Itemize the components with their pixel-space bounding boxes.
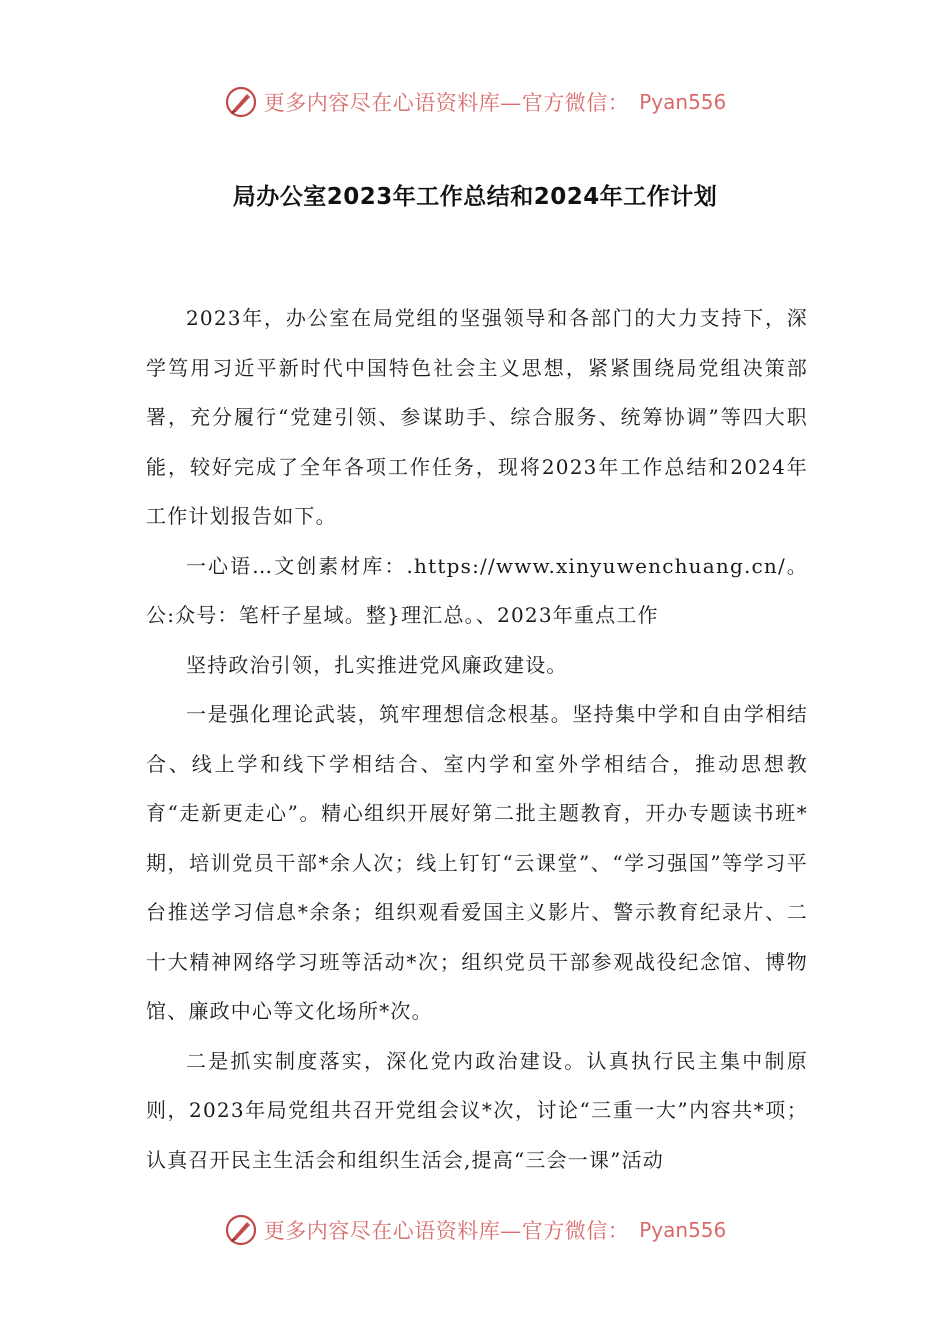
paragraph-section-heading: 一心语…文创素材库：.https://www.xinyuwenchuang.cn/。公:众号：笔杆子星域。整}理汇总。、2023年重点工作: [146, 553, 808, 627]
watermark-handle: Pyan556: [639, 1218, 727, 1242]
watermark-handle: Pyan556: [639, 90, 727, 114]
watermark-text: 更多内容尽在心语资料库—官方微信：: [263, 91, 630, 115]
paragraph-theory-armament: 一是强化理论武装，筑牢理想信念根基。坚持集中学和自由学相结合、线上学和线下学相结合、室内学和室外学相结合，推动思想教育“走新更走心”。精心组织开展好第二批主题教育，开办专题读书班*期，培训党员干部*余人次；线上钉钉“云课堂”、“学习强国”等学习平台推送学习信息*余条；组织观看爱国主义影片、警示教育纪录片、二十大精神网络学习班等活动*次；组织党员干部参观战役纪念馆、博物馆、廉政中心等文化场所*次。: [146, 702, 808, 1023]
pen-circle-logo-icon: [224, 1213, 258, 1247]
header-watermark: [0, 80, 950, 124]
paragraph-political-leadership: 坚持政治引领，扎实推进党风廉政建设。: [186, 652, 568, 677]
watermark-text: 更多内容尽在心语资料库—官方微信：: [263, 1219, 630, 1243]
document-title: 局办公室2023年工作总结和2024年工作计划: [232, 184, 718, 210]
paragraph-system-implementation: 二是抓实制度落实，深化党内政治建设。认真执行民主集中制原则，2023年局党组共召开党组会议*次，讨论“三重一大”内容共*项；认真召开民主生活会和组织生活会,提高“三会一课”活动: [146, 1048, 808, 1172]
document-body: [146, 294, 808, 1185]
paragraph-intro: 2023年，办公室在局党组的坚强领导和各部门的大力支持下，深学笃用习近平新时代中国特色社会主义思想，紧紧围绕局党组决策部署，充分履行“党建引领、参谋助手、综合服务、统筹协调”等四大职能，较好完成了全年各项工作任务，现将2023年工作总结和2024年工作计划报告如下。: [146, 306, 808, 528]
footer-watermark: [0, 1208, 950, 1252]
pen-circle-logo-icon: [224, 85, 258, 119]
